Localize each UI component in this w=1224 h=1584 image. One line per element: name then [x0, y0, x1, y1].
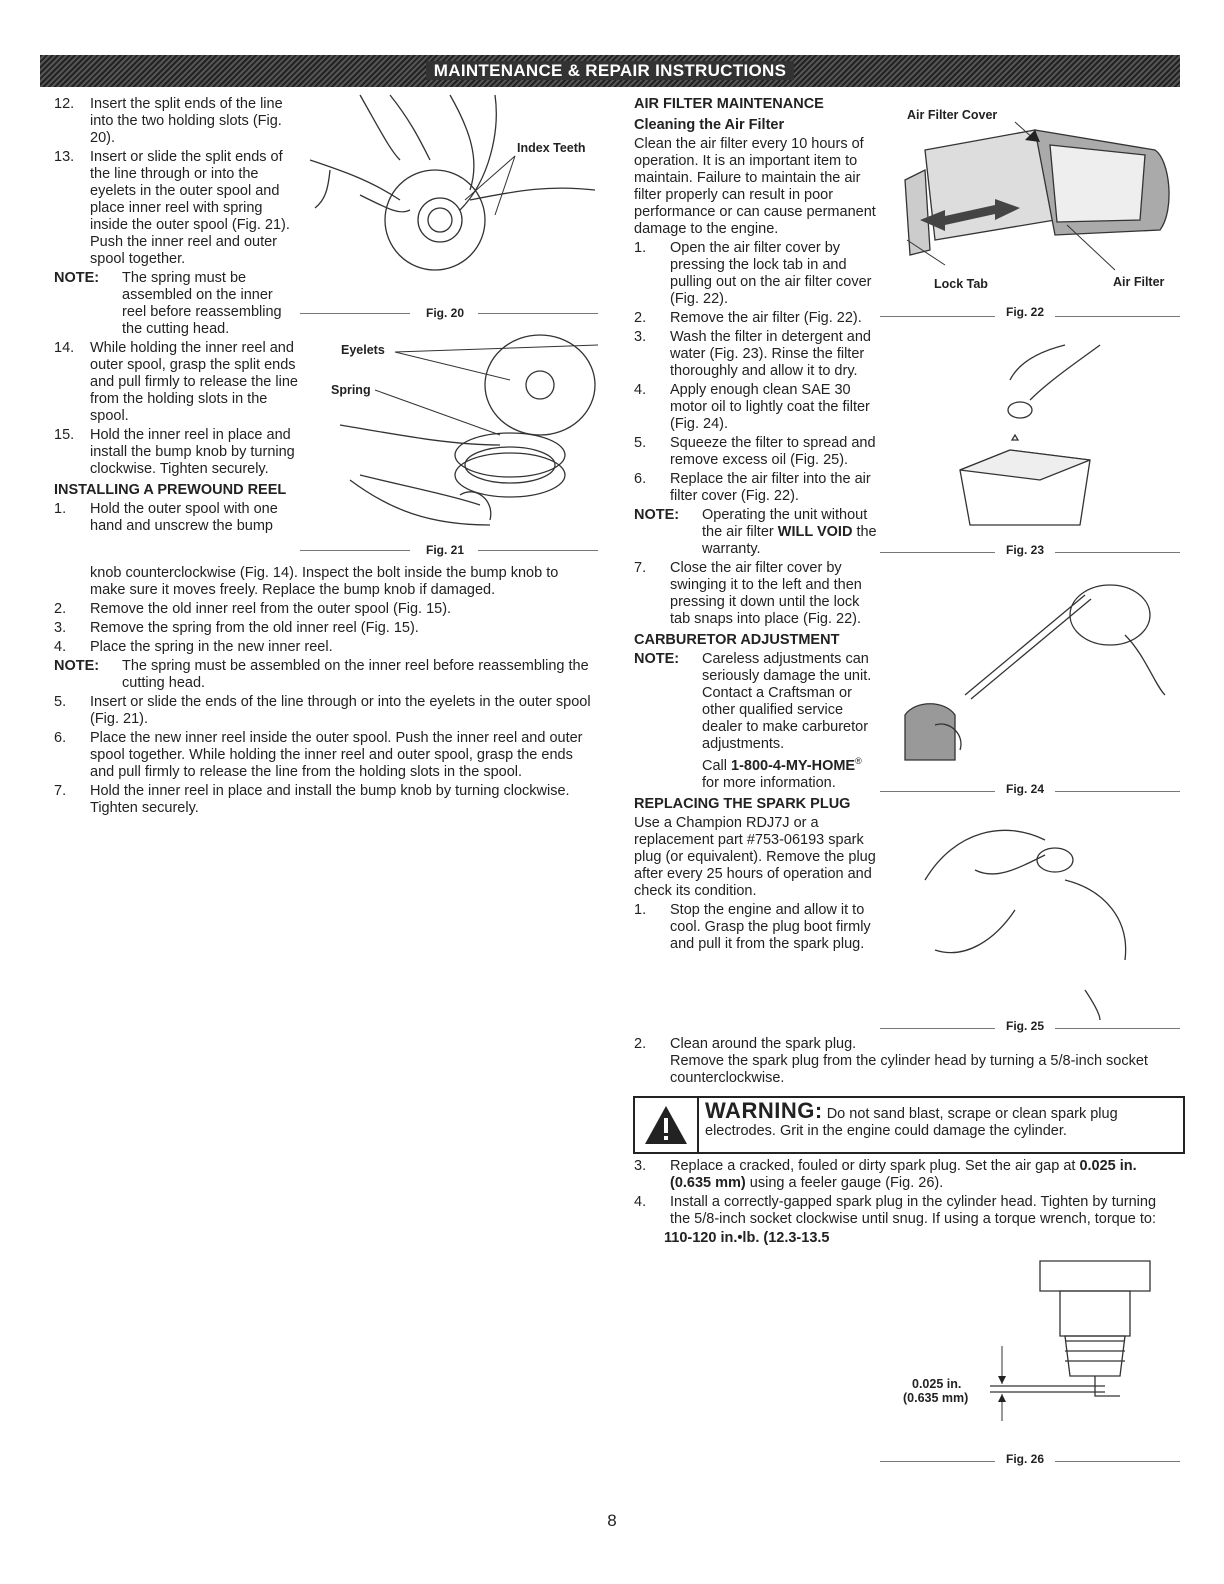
- list-item: 2. Remove the air filter (Fig. 22).: [634, 310, 862, 326]
- fig22-rule-right: [1055, 316, 1180, 317]
- right-column-top: [634, 96, 879, 955]
- list-item: 2. Remove the old inner reel from the outer spool (Fig. 15).: [54, 601, 452, 617]
- fig25-rule-left: [880, 1028, 995, 1029]
- list-item: 3. Remove the spring from the old inner reel (Fig. 15).: [54, 620, 419, 636]
- fig26-gap-mm-label: (0.635 mm): [903, 1391, 969, 1405]
- note: NOTE: The spring must be assembled on the inner reel before reassembling the cutting head.: [54, 658, 589, 691]
- list-item: 12. Insert the split ends of the line into the two holding slots (Fig. 20).: [54, 96, 283, 146]
- fig20-spool-illustration: [300, 90, 600, 300]
- warning-text: Do not sand blast, scrape or clean spark plug electrodes. Grit in the engine could damage the cylinder.: [705, 1106, 1118, 1139]
- list-item: 4. Apply enough clean SAE 30 motor oil to lightly coat the filter (Fig. 24).: [634, 382, 870, 432]
- banner-title: MAINTENANCE & REPAIR INSTRUCTIONS: [426, 61, 794, 80]
- fig21-rule-right: [478, 550, 598, 551]
- list-item: 7. Close the air filter cover by swinging it to the left and then pressing it down until the lock tab snaps into place (Fig. 22).: [634, 560, 862, 627]
- fig23-wash-filter-illustration: [950, 340, 1140, 540]
- fig22-cover-label: Air Filter Cover: [907, 108, 998, 122]
- fig22-air-filter-illustration: [885, 110, 1180, 280]
- page-number: 8: [607, 1511, 617, 1530]
- left-column-bottom: [54, 565, 594, 819]
- fig22-air-filter-label: Air Filter: [1113, 275, 1165, 289]
- fig26-spark-plug-gap-illustration: [990, 1236, 1170, 1426]
- note: NOTE: Operating the unit without the air filter WILL VOID the warranty.: [634, 507, 877, 557]
- fig24-rule-right: [1055, 791, 1180, 792]
- fig23-rule-right: [1055, 552, 1180, 553]
- fig24-caption: Fig. 24: [1005, 782, 1044, 796]
- right-column-bottom: [634, 1036, 1164, 1089]
- fig25-caption: Fig. 25: [1005, 1019, 1044, 1033]
- list-item: 1. Open the air filter cover by pressing the lock tab in and pulling out on the air filter cover (Fig. 22).: [634, 240, 872, 307]
- fig21-eyelets-label: Eyelets: [341, 343, 385, 357]
- list-item: 5. Squeeze the filter to spread and remove excess oil (Fig. 25).: [634, 435, 876, 468]
- list-item: 4. Place the spring in the new inner reel.: [54, 639, 333, 655]
- fig22-caption: Fig. 22: [1005, 305, 1044, 319]
- list-item: 14. While holding the inner reel and outer spool, grasp the split ends and pull firmly to release the line from the holding slots in the spool.: [54, 340, 298, 424]
- list-item: 5. Insert or slide the ends of the line through or into the eyelets in the outer spool (Fig. 21).: [54, 694, 591, 727]
- spark-plug-heading: REPLACING THE SPARK PLUG: [634, 795, 851, 812]
- fig20-caption: Fig. 20: [425, 306, 464, 320]
- fig21-rule-left: [300, 550, 410, 551]
- fig23-caption: Fig. 23: [1005, 543, 1044, 557]
- fig25-rule-right: [1055, 1028, 1180, 1029]
- fig20-rule-right: [478, 313, 598, 314]
- section-heading: INSTALLING A PREWOUND REEL: [54, 482, 287, 498]
- list-item: 13. Insert or slide the split ends of the line through or into the eyelets in the outer spool and place inner reel with spring inside the outer spool (Fig. 21). Push the inner reel and outer spool together.: [54, 149, 290, 267]
- air-filter-intro: Clean the air filter every 10 hours of operation. It is an important item to maintain. Failure to maintain the air filter properly can result in poor performance or can cause permanent damage to the engine.: [634, 136, 876, 237]
- fig22-rule-left: [880, 316, 995, 317]
- fig21-spring-label: Spring: [331, 383, 371, 397]
- note: NOTE: The spring must be assembled on the inner reel before reassembling the cutting head.: [54, 270, 282, 337]
- fig26-caption: Fig. 26: [1005, 1452, 1044, 1466]
- fig22-lock-tab-label: Lock Tab: [934, 277, 988, 291]
- carburetor-heading: CARBURETOR ADJUSTMENT: [634, 632, 840, 648]
- warning-title: WARNING:: [705, 1098, 823, 1123]
- list-item: 3. Replace a cracked, fouled or dirty spark plug. Set the air gap at 0.025 in. (0.635 mm) using a feeler gauge (Fig. 26).: [634, 1158, 1137, 1191]
- fig25-squeeze-filter-illustration: [915, 820, 1145, 1020]
- note: NOTE: Careless adjustments can seriously damage the unit. Contact a Craftsman or other qualified service dealer to make carburetor adjustments. Call 1-800-4-MY-HOME® for more information.: [634, 651, 872, 791]
- list-item: 1. Stop the engine and allow it to cool. Grasp the plug boot firmly and pull it from the spark plug.: [634, 901, 871, 952]
- warning-triangle-icon: [635, 1098, 699, 1152]
- fig26-gap-in-label: 0.025 in.: [912, 1377, 962, 1391]
- warning-box: [633, 1096, 1185, 1154]
- torque-spec: 110-120 in.•lb. (12.3-13.5: [664, 1230, 830, 1246]
- fig20-rule-left: [300, 313, 410, 314]
- list-item: 1. Hold the outer spool with one hand and unscrew the bump: [54, 501, 278, 534]
- fig26-rule-right: [1055, 1461, 1180, 1462]
- air-filter-subheading: Cleaning the Air Filter: [634, 117, 785, 133]
- fig23-rule-left: [880, 552, 995, 553]
- right-column-lower: [634, 1158, 1164, 1247]
- list-item: 15. Hold the inner reel in place and install the bump knob by turning clockwise. Tighten securely.: [54, 427, 295, 477]
- fig21-caption: Fig. 21: [425, 543, 464, 557]
- air-filter-heading: AIR FILTER MAINTENANCE: [634, 96, 824, 112]
- spark-plug-intro: Use a Champion RDJ7J or a replacement part #753-06193 spark plug (or equivalent). Remove the plug after every 25 hours of operation and check its condition.: [634, 814, 876, 899]
- list-item: 7. Hold the inner reel in place and install the bump knob by turning clockwise. Tighten securely.: [54, 783, 570, 816]
- left-column-top: [54, 96, 299, 537]
- fig24-oil-filter-illustration: [885, 575, 1175, 775]
- list-item: 6. Place the new inner reel inside the outer spool. Push the inner reel and outer spool together. While holding the inner reel and outer spool, grasp the ends and pull firmly to release the line from the holding slots in the spool.: [54, 730, 583, 780]
- list-item: 4. Install a correctly-gapped spark plug in the cylinder head. Tighten by turning the 5/8-inch socket clockwise until snug. If using a torque wrench, torque to:: [634, 1194, 1157, 1227]
- fig26-rule-left: [880, 1461, 995, 1462]
- list-item: 6. Replace the air filter into the air filter cover (Fig. 22).: [634, 471, 871, 504]
- list-item-continuation: knob counterclockwise (Fig. 14). Inspect the bolt inside the bump knob to make sure it moves freely. Replace the bump knob if damaged.: [90, 565, 559, 598]
- list-item: 2. Clean around the spark plug. Remove the spark plug from the cylinder head by turning a 5/8-inch socket counterclockwise.: [634, 1036, 1148, 1086]
- fig20-index-teeth-label: Index Teeth: [517, 141, 586, 155]
- warning-text-block: [705, 1098, 1177, 1140]
- fig24-rule-left: [880, 791, 995, 792]
- section-banner: [40, 55, 1180, 87]
- list-item: 3. Wash the filter in detergent and water (Fig. 23). Rinse the filter thoroughly and allow it to dry.: [634, 329, 871, 379]
